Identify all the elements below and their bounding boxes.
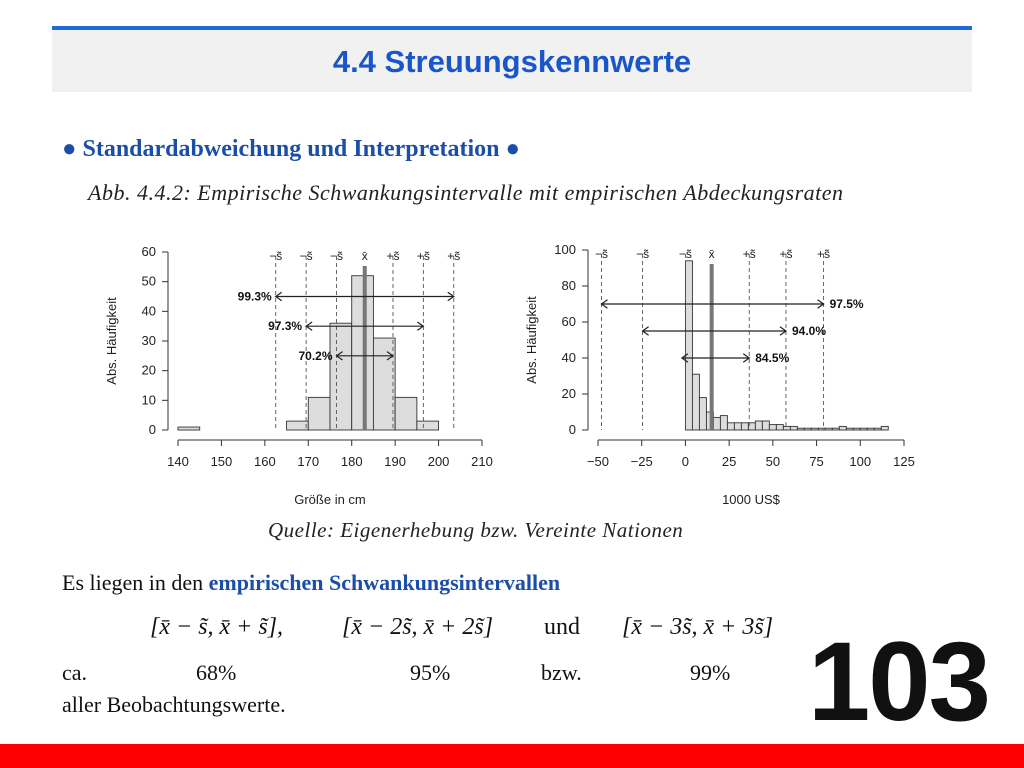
interval-label: 97.5% <box>829 297 864 311</box>
histogram-bar <box>846 428 853 430</box>
histogram-bar <box>713 417 720 430</box>
interval-1: [x̄ − s̃, x̄ + s̃], <box>150 614 284 640</box>
sd-top-label: +s̃ <box>447 249 461 263</box>
bzw-label: bzw. <box>541 660 582 685</box>
y-tick-label: 50 <box>141 273 156 289</box>
x-tick-label: 125 <box>893 454 915 469</box>
sd-top-label: −s̃ <box>330 249 344 263</box>
x-tick-label: 170 <box>297 454 320 469</box>
x-tick-label: 210 <box>471 454 493 469</box>
income-histogram <box>508 236 928 516</box>
page-number: 103 <box>808 619 989 744</box>
histogram-bar <box>692 374 699 430</box>
histogram-bar <box>797 428 804 430</box>
interval-label: 99.3% <box>237 289 272 304</box>
histogram-bar <box>818 428 825 430</box>
intro-plain: Es liegen in den <box>62 570 209 595</box>
section-subtitle: ● Standardabweichung und Interpretation ● <box>62 136 520 162</box>
x-tick-label: 0 <box>681 454 690 469</box>
y-tick-label: 20 <box>561 386 576 401</box>
histogram-bar <box>699 398 706 430</box>
x-tick-label: 150 <box>210 454 233 469</box>
aller-label: aller Beobachtungswerte. <box>62 692 286 717</box>
coverage-99: 99% <box>690 660 731 685</box>
histogram-bar <box>734 423 741 430</box>
y-tick-label: 20 <box>141 362 156 378</box>
ca-label: ca. <box>62 660 88 685</box>
y-tick-label: 100 <box>554 242 576 257</box>
sd-top-label: +s̃ <box>742 247 756 261</box>
sd-top-label: −s̃ <box>678 247 692 261</box>
y-tick-label: 60 <box>141 244 156 259</box>
histogram-bar <box>755 421 762 430</box>
x-tick-label: 100 <box>849 454 872 469</box>
x-tick-label: 160 <box>254 454 276 469</box>
und-label: und <box>544 614 580 640</box>
histogram-bar <box>727 423 734 430</box>
x-tick-label: 200 <box>427 454 450 469</box>
interval-label: 70.2% <box>298 348 333 363</box>
y-axis-label: Abs. Häufigkeit <box>104 297 119 385</box>
sd-top-label: +s̃ <box>386 249 400 263</box>
interval-label: 97.3% <box>268 319 303 334</box>
footer-bar <box>0 744 1024 768</box>
histogram-bar <box>853 428 860 430</box>
sd-top-label: x̄ <box>361 249 368 263</box>
histogram-bar <box>287 421 309 430</box>
histogram-bar <box>790 426 797 430</box>
y-tick-label: 40 <box>561 350 576 365</box>
histogram-bar <box>330 323 352 430</box>
histogram-bar <box>352 276 374 430</box>
histogram-bar <box>685 261 692 430</box>
histogram-bar <box>741 423 748 430</box>
coverage-95: 95% <box>410 660 451 685</box>
x-axis-label: Größe in cm <box>294 492 366 507</box>
y-tick-label: 80 <box>561 278 576 293</box>
histogram-bar <box>769 425 776 430</box>
histogram-bar <box>373 338 395 430</box>
sd-top-label: −s̃ <box>269 249 283 263</box>
x-tick-label: 180 <box>340 454 363 469</box>
page-title: 4.4 Streuungskennwerte <box>332 44 692 79</box>
coverage-68: 68% <box>196 660 237 685</box>
x-tick-label: 140 <box>167 454 189 469</box>
interval-3: [x̄ − 3s̃, x̄ + 3s̃] <box>622 614 774 640</box>
histogram-bar <box>825 428 832 430</box>
x-axis-label: 1000 US$ <box>722 492 780 507</box>
x-tick-label: 190 <box>384 454 406 469</box>
histogram-bar <box>776 425 783 430</box>
histogram-bar <box>783 426 790 430</box>
interval-label: 94.0% <box>791 324 827 338</box>
x-tick-label: −25 <box>630 454 653 469</box>
x-tick-label: 75 <box>809 454 824 469</box>
sd-top-label: −s̃ <box>299 249 313 263</box>
y-tick-label: 0 <box>568 422 576 437</box>
histogram-bar <box>811 428 818 430</box>
y-tick-label: 30 <box>141 333 156 348</box>
histogram-bar <box>874 428 881 430</box>
sd-top-label: −s̃ <box>594 247 609 261</box>
histogram-bar <box>762 421 769 430</box>
intro-highlight: empirischen Schwankungsintervallen <box>208 570 561 595</box>
sd-top-label: +s̃ <box>416 249 430 263</box>
y-tick-label: 60 <box>561 314 576 329</box>
sd-top-label: +s̃ <box>817 247 831 261</box>
height-histogram <box>90 236 510 516</box>
y-axis-label: Abs. Häufigkeit <box>524 296 539 384</box>
sd-top-label: +s̃ <box>779 247 793 261</box>
x-tick-label: −50 <box>586 454 610 469</box>
x-tick-label: 50 <box>765 454 781 469</box>
intro-paragraph <box>62 570 560 596</box>
y-tick-label: 10 <box>141 392 156 408</box>
figure-source: Quelle: Eigenerhebung bzw. Vereinte Nationen <box>268 518 684 542</box>
histogram-bar <box>860 428 867 430</box>
histogram-bar <box>839 426 846 430</box>
histogram-bar <box>881 426 888 430</box>
interval-label: 84.5% <box>755 351 790 365</box>
interval-2: [x̄ − 2s̃, x̄ + 2s̃] <box>342 614 494 640</box>
histogram-bar <box>395 397 417 430</box>
x-tick-label: 25 <box>721 454 737 469</box>
histogram-bar <box>308 397 330 430</box>
sd-top-label: x̄ <box>708 247 715 261</box>
histogram-bar <box>832 428 839 430</box>
y-tick-label: 0 <box>148 422 156 437</box>
y-tick-label: 40 <box>141 303 156 319</box>
histogram-bar <box>720 416 727 430</box>
histogram-bar <box>867 428 874 430</box>
sd-top-label: −s̃ <box>636 247 650 261</box>
figure-caption: Abb. 4.4.2: Empirische Schwankungsintervalle mit empirischen Abdeckungsraten <box>88 180 844 205</box>
title-bar <box>52 26 972 92</box>
histogram-bar <box>804 428 811 430</box>
histogram-bar <box>417 421 439 430</box>
histogram-bar <box>178 427 200 430</box>
